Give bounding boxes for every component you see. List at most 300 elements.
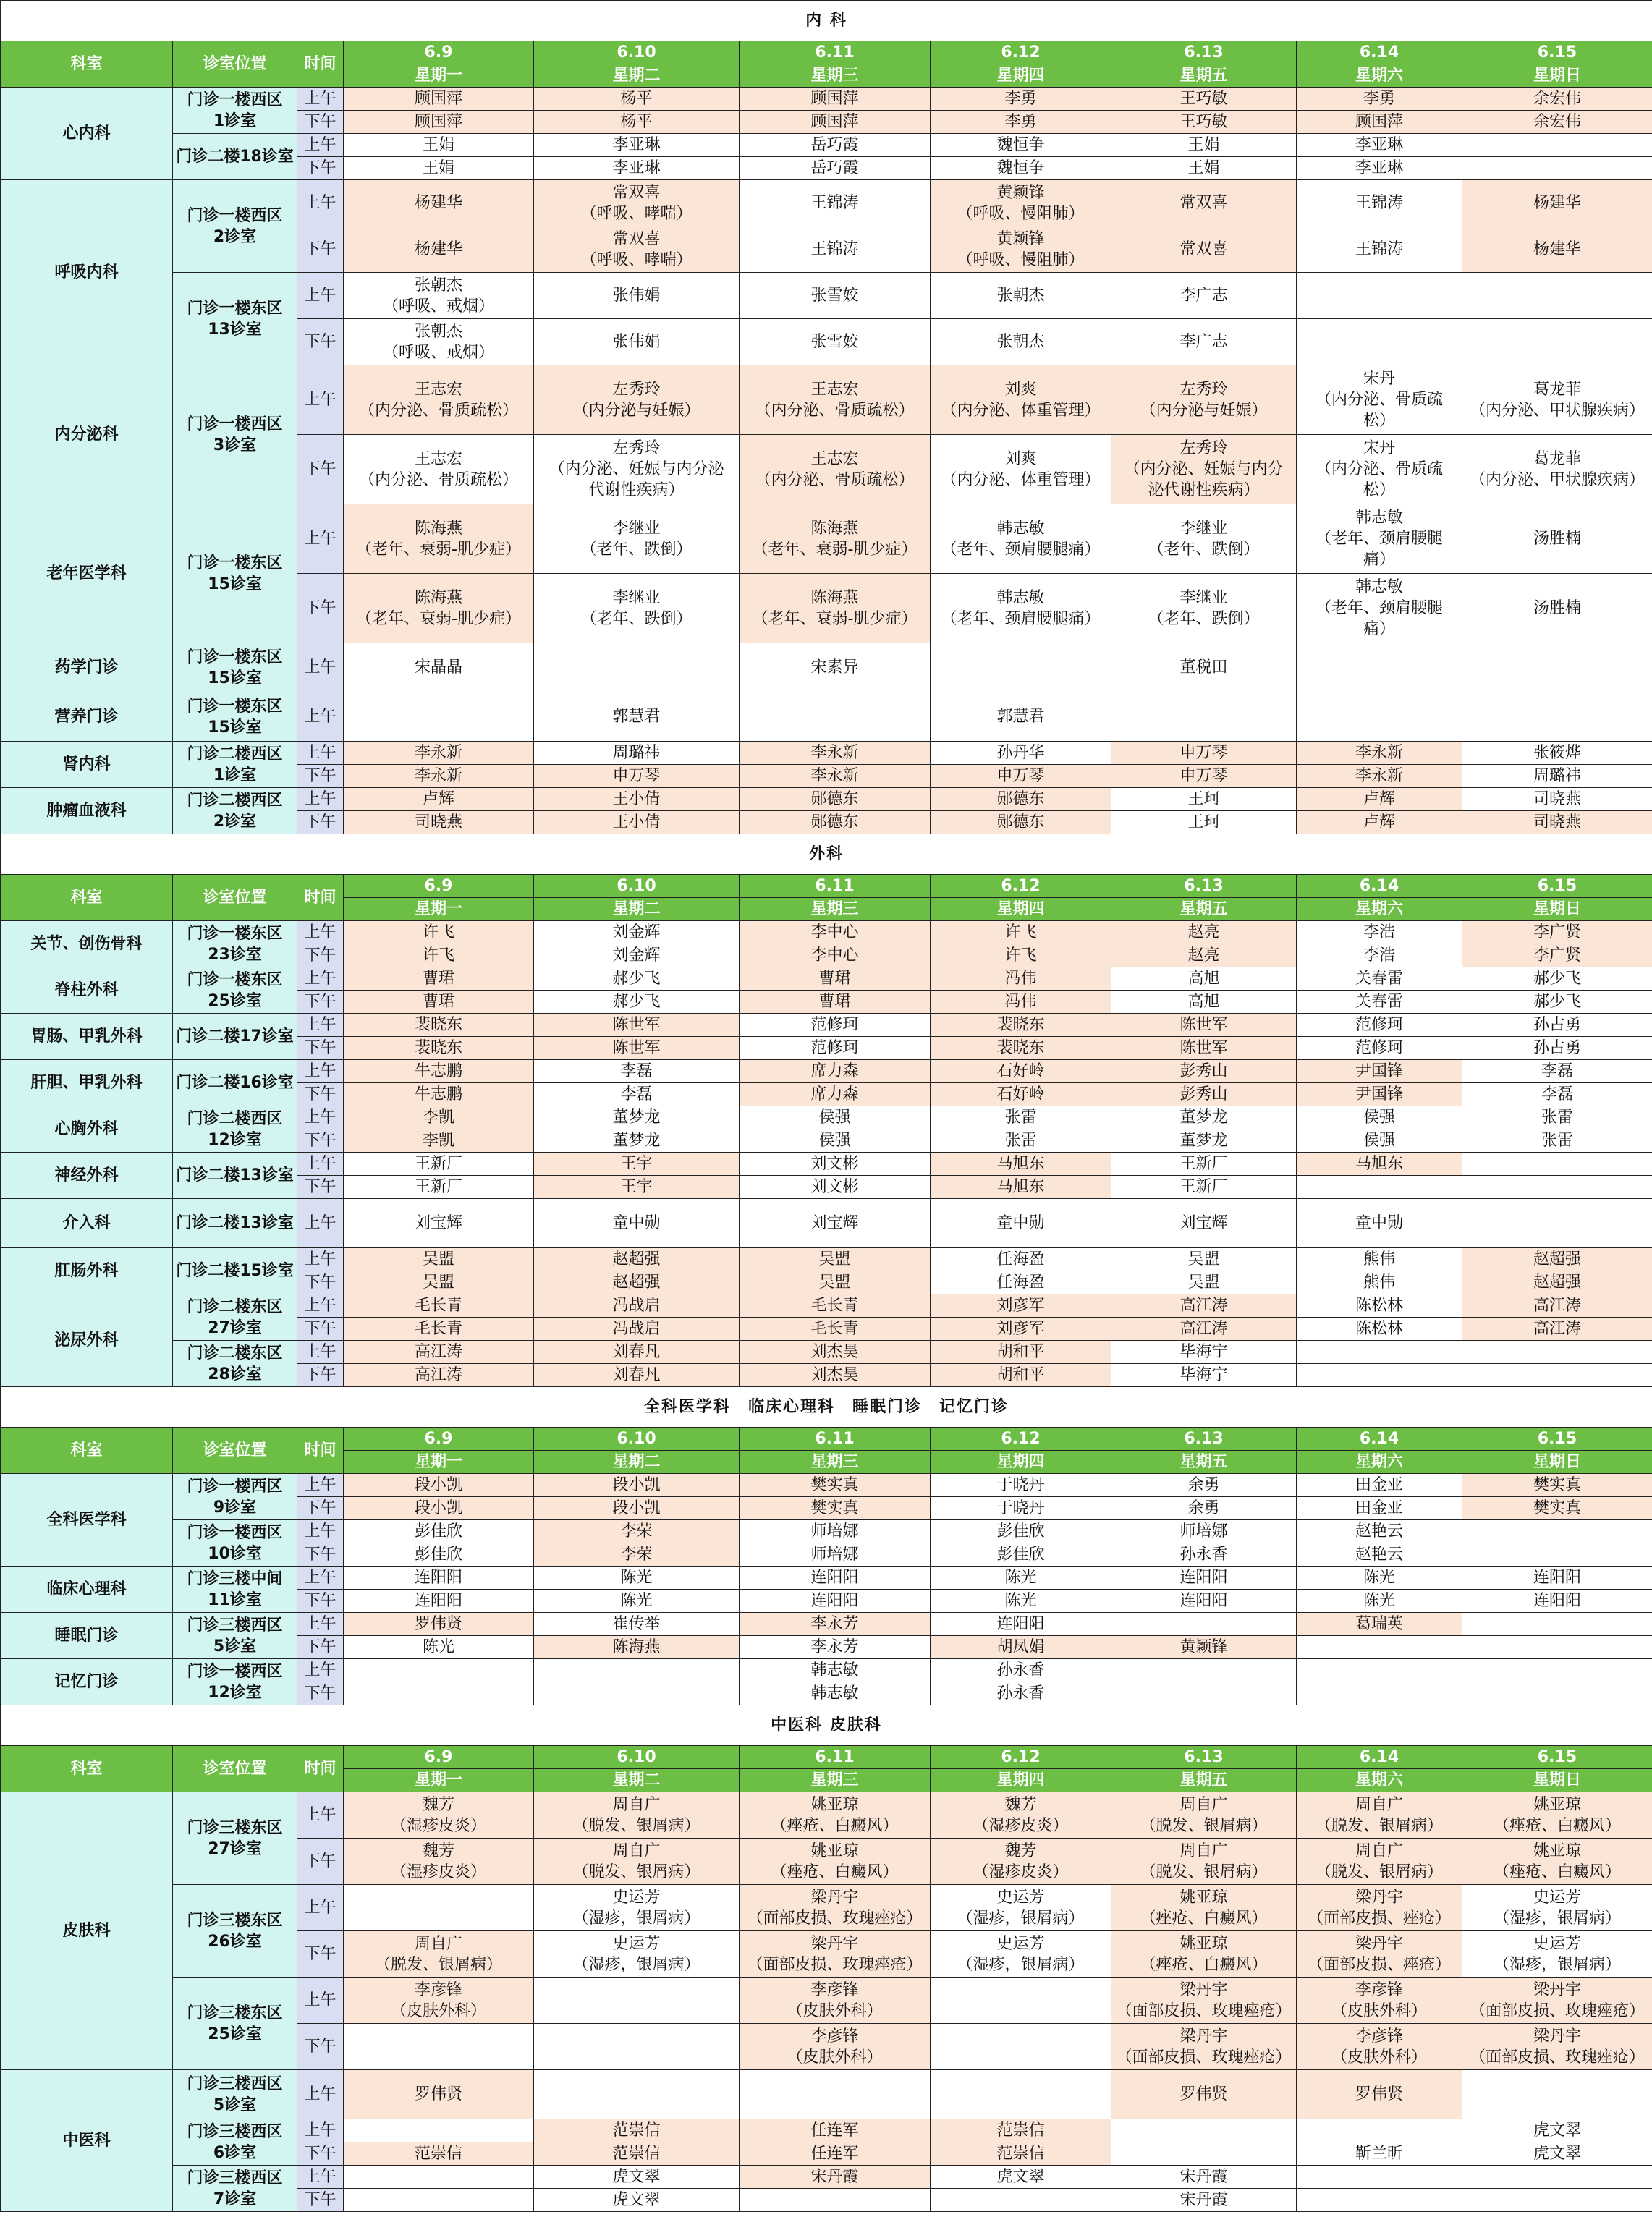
table-row xyxy=(1,967,1652,991)
section-title: 全科医学科 临床心理科 睡眠门诊 记忆门诊 xyxy=(1,1387,1652,1428)
location-cell: 门诊二楼西区 1诊室 xyxy=(173,742,297,788)
doctor-cell: 郧德东 xyxy=(740,811,931,834)
dept-cell: 肝胆、甲乳外科 xyxy=(1,1060,173,1106)
doctor-cell: 刘爽 （内分泌、体重管理） xyxy=(931,435,1111,504)
doctor-cell xyxy=(1462,1176,1652,1199)
time-cell: 下午 xyxy=(297,1083,344,1106)
location-cell: 门诊三楼西区 6诊室 xyxy=(173,2119,297,2166)
doctor-cell xyxy=(1111,2142,1297,2166)
doctor-cell: 李亚琳 xyxy=(534,157,740,180)
doctor-cell: 王小倩 xyxy=(534,811,740,834)
doctor-cell: 段小凯 xyxy=(344,1497,534,1520)
time-cell: 下午 xyxy=(297,1682,344,1705)
doctor-cell: 陈光 xyxy=(534,1567,740,1590)
doctor-cell xyxy=(534,2070,740,2119)
location-cell: 门诊一楼东区 25诊室 xyxy=(173,967,297,1014)
doctor-cell: 高江涛 xyxy=(1462,1294,1652,1318)
doctor-cell: 高旭 xyxy=(1111,991,1297,1014)
doctor-cell: 周自广 （脱发、银屑病） xyxy=(534,1792,740,1839)
doctor-cell: 司晓燕 xyxy=(1462,811,1652,834)
time-cell: 上午 xyxy=(297,921,344,944)
doctor-cell: 张雷 xyxy=(931,1129,1111,1153)
doctor-cell: 赵艳云 xyxy=(1297,1520,1462,1543)
table-row xyxy=(1,1199,1652,1248)
header-date: 6.9 xyxy=(344,1428,534,1451)
doctor-cell: 余勇 xyxy=(1111,1497,1297,1520)
doctor-cell xyxy=(1462,1520,1652,1543)
doctor-cell: 虎文翠 xyxy=(931,2166,1111,2189)
time-cell: 下午 xyxy=(297,2142,344,2166)
doctor-cell: 师培娜 xyxy=(740,1520,931,1543)
doctor-cell: 范修珂 xyxy=(1297,1037,1462,1060)
doctor-cell: 李彦锋 （皮肤外科） xyxy=(740,2024,931,2070)
dept-cell: 内分泌科 xyxy=(1,365,173,504)
doctor-cell: 樊实真 xyxy=(740,1497,931,1520)
doctor-cell: 韩志敏 xyxy=(740,1682,931,1705)
doctor-cell: 吴盟 xyxy=(1111,1271,1297,1294)
header-date: 6.9 xyxy=(344,1746,534,1769)
doctor-cell xyxy=(1297,319,1462,365)
doctor-cell: 葛龙菲 （内分泌、甲状腺疾病） xyxy=(1462,435,1652,504)
doctor-cell: 周自广 （脱发、银屑病） xyxy=(1111,1792,1297,1839)
time-cell: 下午 xyxy=(297,157,344,180)
doctor-cell: 关春雷 xyxy=(1297,991,1462,1014)
header-row-dates xyxy=(1,1428,1652,1451)
header-weekday: 星期日 xyxy=(1462,1451,1652,1474)
time-cell: 上午 xyxy=(297,1106,344,1129)
doctor-cell: 郝少飞 xyxy=(534,967,740,991)
doctor-cell: 董梦龙 xyxy=(1111,1106,1297,1129)
doctor-cell: 姚亚琼 （痤疮、白癜风） xyxy=(740,1839,931,1885)
doctor-cell: 范崇信 xyxy=(931,2142,1111,2166)
doctor-cell: 宋丹 （内分泌、骨质疏 松） xyxy=(1297,435,1462,504)
location-cell: 门诊二楼东区 27诊室 xyxy=(173,1294,297,1341)
dept-cell: 中医科 xyxy=(1,2070,173,2212)
dept-cell: 胃肠、甲乳外科 xyxy=(1,1014,173,1060)
header-weekday: 星期五 xyxy=(1111,1451,1297,1474)
table-row xyxy=(1,1474,1652,1497)
table-row xyxy=(1,88,1652,111)
time-cell: 下午 xyxy=(297,1590,344,1613)
doctor-cell: 尹国锋 xyxy=(1297,1083,1462,1106)
doctor-cell: 李中心 xyxy=(740,944,931,967)
doctor-cell xyxy=(534,643,740,692)
dept-cell: 临床心理科 xyxy=(1,1567,173,1613)
doctor-cell: 吴盟 xyxy=(1111,1248,1297,1271)
doctor-cell: 史运芳 （湿疹，银屑病） xyxy=(1462,1885,1652,1931)
section-title-row xyxy=(1,834,1652,875)
header-date: 6.10 xyxy=(534,1428,740,1451)
dept-cell: 介入科 xyxy=(1,1199,173,1248)
doctor-cell: 李凯 xyxy=(344,1129,534,1153)
header-weekday: 星期一 xyxy=(344,1769,534,1792)
time-cell: 下午 xyxy=(297,811,344,834)
time-cell: 上午 xyxy=(297,2119,344,2142)
doctor-cell: 李彦锋 （皮肤外科） xyxy=(1297,2024,1462,2070)
doctor-cell: 李永新 xyxy=(1297,742,1462,765)
doctor-cell xyxy=(1111,2119,1297,2142)
table-row xyxy=(1,1060,1652,1083)
time-cell: 下午 xyxy=(297,2189,344,2212)
location-cell: 门诊一楼西区 10诊室 xyxy=(173,1520,297,1567)
dept-cell: 肛肠外科 xyxy=(1,1248,173,1294)
location-cell: 门诊一楼东区 15诊室 xyxy=(173,504,297,643)
time-cell: 下午 xyxy=(297,1636,344,1659)
table-row xyxy=(1,692,1652,742)
dept-cell: 肾内科 xyxy=(1,742,173,788)
doctor-cell: 张伟娟 xyxy=(534,319,740,365)
doctor-cell: 许飞 xyxy=(344,944,534,967)
doctor-cell: 葛龙菲 （内分泌、甲状腺疾病） xyxy=(1462,365,1652,435)
doctor-cell: 李勇 xyxy=(931,111,1111,134)
time-cell: 下午 xyxy=(297,1271,344,1294)
doctor-cell: 冯战启 xyxy=(534,1318,740,1341)
location-cell: 门诊二楼18诊室 xyxy=(173,134,297,180)
doctor-cell xyxy=(344,1659,534,1682)
time-cell: 下午 xyxy=(297,1931,344,1978)
doctor-cell: 牛志鹏 xyxy=(344,1083,534,1106)
doctor-cell: 王新厂 xyxy=(1111,1176,1297,1199)
doctor-cell: 石好岭 xyxy=(931,1083,1111,1106)
header-weekday: 星期五 xyxy=(1111,64,1297,88)
table-row xyxy=(1,1341,1652,1364)
doctor-cell: 于晓丹 xyxy=(931,1497,1111,1520)
doctor-cell: 王锦涛 xyxy=(740,180,931,226)
header-date: 6.12 xyxy=(931,41,1111,64)
doctor-cell xyxy=(344,1885,534,1931)
doctor-cell: 郭慧君 xyxy=(534,692,740,742)
doctor-cell: 关春雷 xyxy=(1297,967,1462,991)
doctor-cell: 李荣 xyxy=(534,1543,740,1567)
time-cell: 上午 xyxy=(297,273,344,319)
doctor-cell xyxy=(1111,1659,1297,1682)
time-cell: 上午 xyxy=(297,1014,344,1037)
doctor-cell: 陈海燕 xyxy=(534,1636,740,1659)
doctor-cell: 许飞 xyxy=(931,921,1111,944)
header-weekday: 星期一 xyxy=(344,1451,534,1474)
header-weekday: 星期二 xyxy=(534,64,740,88)
doctor-cell: 范崇信 xyxy=(534,2119,740,2142)
time-cell: 上午 xyxy=(297,1885,344,1931)
doctor-cell: 张雪姣 xyxy=(740,273,931,319)
doctor-cell: 王新厂 xyxy=(1111,1153,1297,1176)
doctor-cell: 陈光 xyxy=(344,1636,534,1659)
header-date: 6.13 xyxy=(1111,1746,1297,1769)
header-date: 6.11 xyxy=(740,875,931,898)
header-weekday: 星期三 xyxy=(740,64,931,88)
doctor-cell: 张伟娟 xyxy=(534,273,740,319)
table-row xyxy=(1,643,1652,692)
time-cell: 上午 xyxy=(297,1341,344,1364)
doctor-cell xyxy=(931,2070,1111,2119)
doctor-cell: 孙永香 xyxy=(931,1682,1111,1705)
doctor-cell: 梁丹宇 （面部皮损、玫瑰痤疮） xyxy=(1111,2024,1297,2070)
table-row xyxy=(1,788,1652,811)
doctor-cell: 姚亚琼 （痤疮、白癜风） xyxy=(1462,1792,1652,1839)
doctor-cell: 高旭 xyxy=(1111,967,1297,991)
doctor-cell xyxy=(1297,1636,1462,1659)
doctor-cell: 左秀玲 （内分泌与妊娠） xyxy=(534,365,740,435)
doctor-cell: 刘宝辉 xyxy=(344,1199,534,1248)
doctor-cell: 靳兰昕 xyxy=(1297,2142,1462,2166)
doctor-cell: 司晓燕 xyxy=(344,811,534,834)
dept-cell: 泌尿外科 xyxy=(1,1294,173,1387)
doctor-cell: 魏恒争 xyxy=(931,134,1111,157)
doctor-cell xyxy=(1111,1613,1297,1636)
header-weekday: 星期一 xyxy=(344,898,534,921)
doctor-cell xyxy=(534,1659,740,1682)
doctor-cell: 高江涛 xyxy=(1111,1294,1297,1318)
doctor-cell: 王娟 xyxy=(344,134,534,157)
doctor-cell: 李永新 xyxy=(344,742,534,765)
header-date: 6.11 xyxy=(740,1746,931,1769)
doctor-cell xyxy=(1297,643,1462,692)
doctor-cell xyxy=(1462,1659,1652,1682)
header-weekday: 星期六 xyxy=(1297,64,1462,88)
doctor-cell: 梁丹宇 （面部皮损、玫瑰痤疮） xyxy=(740,1885,931,1931)
doctor-cell xyxy=(1462,319,1652,365)
doctor-cell: 毛长青 xyxy=(344,1318,534,1341)
doctor-cell xyxy=(1297,2166,1462,2189)
doctor-cell: 罗伟贤 xyxy=(344,2070,534,2119)
time-cell: 下午 xyxy=(297,765,344,788)
doctor-cell: 席力森 xyxy=(740,1083,931,1106)
doctor-cell: 曹珺 xyxy=(740,991,931,1014)
doctor-cell xyxy=(1462,273,1652,319)
doctor-cell: 陈海燕 （老年、衰弱-肌少症） xyxy=(740,504,931,574)
doctor-cell: 虎文翠 xyxy=(534,2166,740,2189)
doctor-cell xyxy=(534,2024,740,2070)
doctor-cell: 顾国萍 xyxy=(344,88,534,111)
doctor-cell: 罗伟贤 xyxy=(1297,2070,1462,2119)
header-date: 6.14 xyxy=(1297,875,1462,898)
header-time: 时间 xyxy=(297,1428,344,1474)
table-row xyxy=(1,1014,1652,1037)
doctor-cell xyxy=(344,2119,534,2142)
header-weekday: 星期三 xyxy=(740,898,931,921)
doctor-cell: 席力森 xyxy=(740,1060,931,1083)
doctor-cell: 王娟 xyxy=(1111,134,1297,157)
doctor-cell: 孙丹华 xyxy=(931,742,1111,765)
header-date: 6.10 xyxy=(534,875,740,898)
doctor-cell: 李永芳 xyxy=(740,1636,931,1659)
location-cell: 门诊三楼东区 25诊室 xyxy=(173,1978,297,2070)
header-weekday: 星期二 xyxy=(534,1769,740,1792)
doctor-cell: 罗伟贤 xyxy=(1111,2070,1297,2119)
doctor-cell: 陈光 xyxy=(534,1590,740,1613)
doctor-cell: 李永新 xyxy=(740,742,931,765)
location-cell: 门诊二楼13诊室 xyxy=(173,1199,297,1248)
doctor-cell: 范崇信 xyxy=(344,2142,534,2166)
doctor-cell: 张筱烨 xyxy=(1462,742,1652,765)
doctor-cell: 张雷 xyxy=(1462,1106,1652,1129)
time-cell: 上午 xyxy=(297,180,344,226)
time-cell: 上午 xyxy=(297,365,344,435)
doctor-cell: 赵超强 xyxy=(534,1271,740,1294)
doctor-cell: 王新厂 xyxy=(344,1153,534,1176)
time-cell: 上午 xyxy=(297,1520,344,1543)
location-cell: 门诊一楼西区 3诊室 xyxy=(173,365,297,504)
doctor-cell: 史运芳 （湿疹，银屑病） xyxy=(1462,1931,1652,1978)
dept-cell: 皮肤科 xyxy=(1,1792,173,2070)
doctor-cell: 李继业 （老年、跌倒） xyxy=(1111,504,1297,574)
header-date: 6.12 xyxy=(931,1428,1111,1451)
doctor-cell: 顾国萍 xyxy=(1297,111,1462,134)
doctor-cell: 史运芳 （湿疹，银屑病） xyxy=(931,1931,1111,1978)
doctor-cell: 马旭东 xyxy=(931,1176,1111,1199)
location-cell: 门诊三楼西区 5诊室 xyxy=(173,2070,297,2119)
doctor-cell: 刘文彬 xyxy=(740,1153,931,1176)
doctor-cell: 魏芳 （湿疹皮炎） xyxy=(344,1792,534,1839)
dept-cell: 睡眠门诊 xyxy=(1,1613,173,1659)
table-row xyxy=(1,134,1652,157)
doctor-cell: 王志宏 （内分泌、骨质疏松） xyxy=(740,435,931,504)
doctor-cell: 刘金辉 xyxy=(534,944,740,967)
doctor-cell: 陈光 xyxy=(931,1590,1111,1613)
doctor-cell: 姚亚琼 （痤疮、白癜风） xyxy=(740,1792,931,1839)
doctor-cell: 刘宝辉 xyxy=(1111,1199,1297,1248)
doctor-cell: 张朝杰 xyxy=(931,273,1111,319)
doctor-cell: 刘杰昊 xyxy=(740,1364,931,1387)
doctor-cell: 罗伟贤 xyxy=(344,1613,534,1636)
time-cell: 下午 xyxy=(297,1364,344,1387)
doctor-cell: 李广志 xyxy=(1111,319,1297,365)
dept-cell: 药学门诊 xyxy=(1,643,173,692)
doctor-cell: 吴盟 xyxy=(740,1248,931,1271)
doctor-cell: 申万琴 xyxy=(534,765,740,788)
location-cell: 门诊一楼西区 1诊室 xyxy=(173,88,297,134)
doctor-cell: 宋丹 （内分泌、骨质疏 松） xyxy=(1297,365,1462,435)
doctor-cell: 刘宝辉 xyxy=(740,1199,931,1248)
time-cell: 上午 xyxy=(297,1792,344,1839)
doctor-cell: 毛长青 xyxy=(344,1294,534,1318)
doctor-cell: 赵亮 xyxy=(1111,921,1297,944)
doctor-cell: 范崇信 xyxy=(534,2142,740,2166)
header-date: 6.13 xyxy=(1111,1428,1297,1451)
doctor-cell xyxy=(344,2024,534,2070)
location-cell: 门诊二楼16诊室 xyxy=(173,1060,297,1106)
doctor-cell xyxy=(931,1978,1111,2024)
doctor-cell: 张朝杰 （呼吸、戒烟） xyxy=(344,273,534,319)
doctor-cell xyxy=(1462,1199,1652,1248)
doctor-cell: 顾国萍 xyxy=(740,88,931,111)
table-row xyxy=(1,180,1652,226)
section-title: 中医科 皮肤科 xyxy=(1,1705,1652,1746)
header-weekday: 星期六 xyxy=(1297,1451,1462,1474)
doctor-cell: 魏芳 （湿疹皮炎） xyxy=(344,1839,534,1885)
doctor-cell: 梁丹宇 （面部皮损、玫瑰痤疮） xyxy=(1462,2024,1652,2070)
location-cell: 门诊二楼13诊室 xyxy=(173,1153,297,1199)
time-cell: 下午 xyxy=(297,435,344,504)
doctor-cell: 李荣 xyxy=(534,1520,740,1543)
doctor-cell: 郝少飞 xyxy=(1462,967,1652,991)
header-location: 诊室位置 xyxy=(173,1428,297,1474)
doctor-cell: 左秀玲 （内分泌、妊娠与内分 泌代谢性疾病） xyxy=(1111,435,1297,504)
table-row xyxy=(1,365,1652,435)
time-cell: 上午 xyxy=(297,2166,344,2189)
doctor-cell: 周璐祎 xyxy=(534,742,740,765)
doctor-cell: 李凯 xyxy=(344,1106,534,1129)
doctor-cell: 冯伟 xyxy=(931,967,1111,991)
time-cell: 下午 xyxy=(297,319,344,365)
doctor-cell: 李广贤 xyxy=(1462,944,1652,967)
doctor-cell: 胡和平 xyxy=(931,1364,1111,1387)
time-cell: 上午 xyxy=(297,1978,344,2024)
doctor-cell: 孙永香 xyxy=(931,1659,1111,1682)
doctor-cell: 吴盟 xyxy=(344,1271,534,1294)
doctor-cell xyxy=(1462,134,1652,157)
header-location: 诊室位置 xyxy=(173,1746,297,1792)
doctor-cell: 姚亚琼 （痤疮、白癜风） xyxy=(1111,1931,1297,1978)
doctor-cell: 李勇 xyxy=(931,88,1111,111)
time-cell: 上午 xyxy=(297,88,344,111)
header-weekday: 星期二 xyxy=(534,898,740,921)
doctor-cell: 李继业 （老年、跌倒） xyxy=(534,504,740,574)
dept-cell: 脊柱外科 xyxy=(1,967,173,1014)
doctor-cell: 陈海燕 （老年、衰弱-肌少症） xyxy=(344,574,534,643)
table-row xyxy=(1,2070,1652,2119)
doctor-cell: 李彦锋 （皮肤外科） xyxy=(740,1978,931,2024)
doctor-cell: 曹珺 xyxy=(740,967,931,991)
location-cell: 门诊二楼东区 28诊室 xyxy=(173,1341,297,1387)
doctor-cell: 梁丹宇 （面部皮损、玫瑰痤疮） xyxy=(1462,1978,1652,2024)
doctor-cell: 高江涛 xyxy=(1111,1318,1297,1341)
doctor-cell: 王锦涛 xyxy=(1297,180,1462,226)
doctor-cell: 陈世军 xyxy=(534,1014,740,1037)
doctor-cell: 陈光 xyxy=(931,1567,1111,1590)
location-cell: 门诊一楼西区 12诊室 xyxy=(173,1659,297,1705)
table-row xyxy=(1,1153,1652,1176)
time-cell: 下午 xyxy=(297,111,344,134)
dept-cell: 神经外科 xyxy=(1,1153,173,1199)
doctor-cell xyxy=(1462,2070,1652,2119)
header-date: 6.10 xyxy=(534,41,740,64)
section-title-row xyxy=(1,1705,1652,1746)
doctor-cell: 李永新 xyxy=(740,765,931,788)
header-dept: 科室 xyxy=(1,41,173,88)
doctor-cell: 连阳阳 xyxy=(1111,1567,1297,1590)
doctor-cell: 韩志敏 （老年、颈肩腰腿 痛） xyxy=(1297,574,1462,643)
location-cell: 门诊三楼东区 27诊室 xyxy=(173,1792,297,1885)
doctor-cell: 牛志鹏 xyxy=(344,1060,534,1083)
location-cell: 门诊二楼西区 12诊室 xyxy=(173,1106,297,1153)
doctor-cell: 王娟 xyxy=(1111,157,1297,180)
header-weekday: 星期二 xyxy=(534,1451,740,1474)
doctor-cell: 虎文翠 xyxy=(1462,2119,1652,2142)
doctor-cell: 连阳阳 xyxy=(931,1613,1111,1636)
doctor-cell: 郝少飞 xyxy=(534,991,740,1014)
doctor-cell: 刘春凡 xyxy=(534,1341,740,1364)
doctor-cell: 汤胜楠 xyxy=(1462,504,1652,574)
doctor-cell: 石好岭 xyxy=(931,1060,1111,1083)
doctor-cell: 宋素异 xyxy=(740,643,931,692)
dept-cell: 全科医学科 xyxy=(1,1474,173,1567)
time-cell: 下午 xyxy=(297,574,344,643)
doctor-cell: 连阳阳 xyxy=(344,1590,534,1613)
table-row xyxy=(1,1106,1652,1129)
doctor-cell: 董梦龙 xyxy=(534,1129,740,1153)
doctor-cell xyxy=(1462,1682,1652,1705)
doctor-cell: 余勇 xyxy=(1111,1474,1297,1497)
doctor-cell: 熊伟 xyxy=(1297,1271,1462,1294)
location-cell: 门诊一楼东区 13诊室 xyxy=(173,273,297,365)
doctor-cell: 王锦涛 xyxy=(1297,226,1462,273)
doctor-cell: 李永芳 xyxy=(740,1613,931,1636)
header-date: 6.12 xyxy=(931,1746,1111,1769)
header-date: 6.15 xyxy=(1462,1428,1652,1451)
doctor-cell: 汤胜楠 xyxy=(1462,574,1652,643)
doctor-cell: 刘金辉 xyxy=(534,921,740,944)
